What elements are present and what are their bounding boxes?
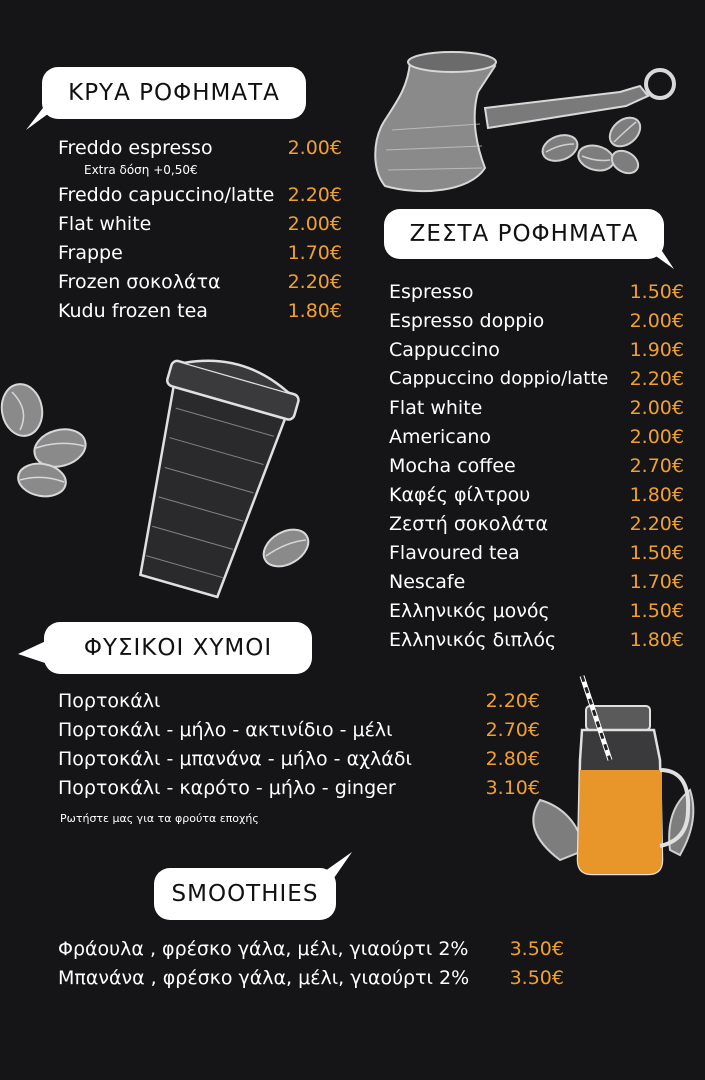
bubble-tail: [646, 245, 686, 275]
hot-drinks-title: ΖΕΣΤΑ ΡΟΦΗΜΑΤΑ: [409, 221, 639, 247]
bubble-tail: [318, 852, 358, 882]
smoothies-title: SMOOTHIES: [171, 881, 319, 907]
bubble-tail: [26, 104, 66, 134]
cold-drinks-header: [42, 67, 306, 119]
bubble-tail: [18, 640, 58, 670]
hot-drinks-header: [384, 209, 664, 259]
seasonal-fruits-note: Ρωτήστε μας για τα φρούτα εποχής: [60, 812, 259, 825]
cold-drinks-title: ΚΡΥΑ ΡΟΦΗΜΑΤΑ: [68, 80, 280, 106]
juices-header: [44, 622, 312, 674]
smoothies-header: [154, 868, 336, 920]
juices-title: ΦΥΣΙΚΟΙ ΧΥΜΟΙ: [83, 635, 273, 661]
extra-shot-note: Extra δόση +0,50€: [84, 163, 198, 177]
